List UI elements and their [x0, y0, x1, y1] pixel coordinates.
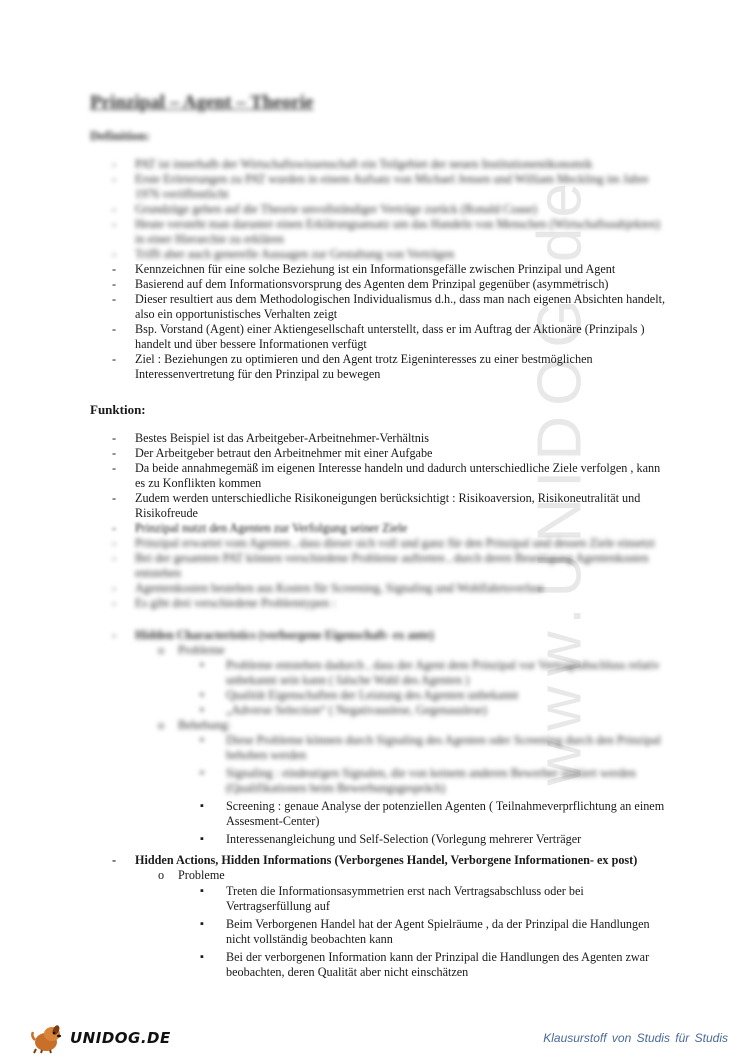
list-item: ▪ Signaling : eindeutigen Signalen, die von keinem anderen Bewerber imitiert werden (Qualifikationen beim Bewerbungsgespräch): [198, 766, 668, 796]
list-item: - Erste Erörterungen zu PAT wurden in einem Aufsatz von Michael Jensen und William Meckling im Jahre 1976 veröffentlicht: [90, 172, 670, 202]
list-item: - Der Arbeitgeber betraut den Arbeitnehmer mit einer Aufgabe: [90, 446, 670, 461]
watermark: www.UNIDOG.de: [525, 173, 595, 786]
sublist-label-problems: o Probleme: [158, 868, 658, 883]
list-item: - Prinzipal erwartet vom Agenten , dass dieser sich voll und ganz für den Prinzipal und dessen Ziele einsetzt: [90, 536, 670, 551]
list-item: - PAT ist innerhalb der Wirtschaftswissenschaft ein Teilgebiet der neuen Institutionenökonomik: [90, 157, 670, 172]
list-item: - Agentenkosten bestehen aus Kosten für Screening, Signaling und Wohlfahrtsverlust: [90, 581, 670, 596]
list-item: ▪ „Adverse Selection“ ( Negativauslese, Gegenauslese): [198, 703, 668, 718]
hidden-characteristics-solution-list: [198, 733, 668, 847]
list-item: - Zudem werden unterschiedliche Risikoneigungen berücksichtigt : Risikoaversion, Risikoneutralität und Risikofreude: [90, 491, 670, 521]
list-item: - Prinzipal nutzt den Agenten zur Verfolgung seiner Ziele: [90, 521, 670, 536]
list-item: - Trifft aber auch generelle Aussagen zur Gestaltung von Verträgen: [90, 247, 670, 262]
function-list: [90, 431, 670, 611]
sublist-label-problems: o Probleme: [158, 643, 658, 658]
hidden-characteristics-solution: [158, 718, 658, 733]
document-title: Prinzipal – Agent – Theorie: [90, 92, 314, 113]
definition-list: [90, 157, 670, 382]
hidden-characteristics-block: [90, 628, 670, 643]
hidden-actions-problem-list: [198, 884, 668, 980]
list-item: ▪ Beim Verborgenen Handel hat der Agent Spielräume , da der Prinzipal die Handlungen nicht vollständig beobachten kann: [198, 917, 668, 947]
logo-text: UNIDOG.DE: [70, 1029, 171, 1047]
list-item: ▪ Qualität Eigenschaften der Leistung des Agenten unbekannt: [198, 688, 668, 703]
hidden-actions-problems: [158, 868, 658, 883]
list-item: - Grundzüge gehen auf die Theorie unvollständiger Verträge zurück (Ronald Coase): [90, 202, 670, 217]
hidden-characteristics-problems: [158, 643, 658, 658]
footer-tagline: Klausurstoff von Studis für Studis: [543, 1031, 728, 1045]
sublist-label-solution: o Behebung:: [158, 718, 658, 733]
hidden-characteristics-problem-list: [198, 658, 668, 718]
list-item: - Da beide annahmegemäß im eigenen Interesse handeln und dadurch unterschiedliche Ziele verfolgen , kann es zu Konflikten kommen: [90, 461, 670, 491]
footer-logo[interactable]: [30, 1022, 171, 1054]
list-item: - Bei der gesamten PAT können verschiedene Probleme auftreten , durch deren Beseitigung Agentenkosten entstehen: [90, 551, 670, 581]
list-item: - Es gibt drei verschiedene Problemtypen :: [90, 596, 670, 611]
subsection-heading-hidden-actions: - Hidden Actions, Hidden Informations (Verborgenes Handel, Verborgene Informationen- ex post): [90, 853, 670, 868]
list-item: - Basierend auf dem Informationsvorsprung des Agenten dem Prinzipal gegenüber (asymmetrisch): [90, 277, 670, 292]
section-heading-function: Funktion:: [90, 402, 146, 417]
hidden-actions-block: [90, 853, 670, 868]
list-item: - Ziel : Beziehungen zu optimieren und den Agent trotz Eigeninteresses zu einer bestmöglichen Interessenvertretung für den Prinzipal zu bewegen: [90, 352, 670, 382]
dog-icon: [30, 1022, 66, 1054]
list-item: - Dieser resultiert aus dem Methodologischen Individualismus d.h., dass man nach eigenen Absichten handelt, also ein opportunistisches Verhalten zeigt: [90, 292, 670, 322]
list-item: ▪ Screening : genaue Analyse der potenziellen Agenten ( Teilnahmeverprflichtung an einem Assesment-Center): [198, 799, 668, 829]
section-heading-definition: Definition:: [90, 128, 150, 143]
list-item: ▪ Diese Probleme können durch Signaling des Agenten oder Screening durch den Prinzipal behoben werden: [198, 733, 668, 763]
list-item: - Bestes Beispiel ist das Arbeitgeber-Arbeitnehmer-Verhältnis: [90, 431, 670, 446]
list-item: - Kennzeichnen für eine solche Beziehung ist ein Informationsgefälle zwischen Prinzipal und Agent: [90, 262, 670, 277]
list-item: - Bsp. Vorstand (Agent) einer Aktiengesellschaft unterstellt, dass er im Auftrag der Aktionäre (Prinzipals ) handelt und über bessere Informationen verfügt: [90, 322, 670, 352]
list-item: - Heute versteht man darunter einen Erklärungsansatz um das Handeln von Menschen (Wirtschaftssubjekten) in einer Hierarchie zu erklären: [90, 217, 670, 247]
list-item: ▪ Interessenangleichung und Self-Selection (Vorlegung mehrerer Verträger: [198, 832, 668, 847]
subsection-heading-hidden-characteristics: - Hidden Characteristics (verborgene Eigenschaft- ex ante): [90, 628, 670, 643]
list-item: ▪ Probleme entstehen dadurch , dass der Agent dem Prinzipal vor Vertragsabschluss relativ unbekannt sein kann ( falsche Wahl des Agenten ): [198, 658, 668, 688]
list-item: ▪ Treten die Informationsasymmetrien erst nach Vertragsabschluss oder bei Vertragserfüllung auf: [198, 884, 668, 914]
list-item: ▪ Bei der verborgenen Information kann der Prinzipal die Handlungen des Agenten zwar beobachten, deren Qualität aber nicht einschätzen: [198, 950, 668, 980]
